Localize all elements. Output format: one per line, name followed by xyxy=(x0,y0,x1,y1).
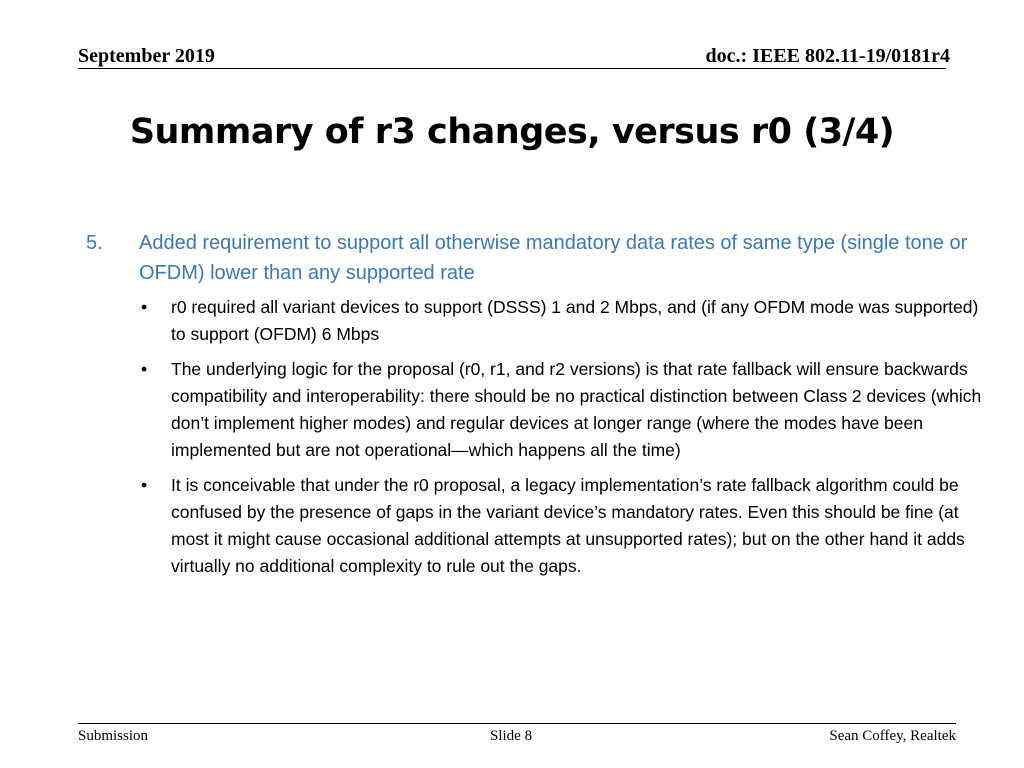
item-number: 5. xyxy=(86,232,103,254)
bullet-icon: • xyxy=(141,359,148,379)
header-divider xyxy=(78,68,946,69)
footer-author: Sean Coffey, Realtek xyxy=(829,728,956,744)
bullet-item xyxy=(139,356,986,464)
bullet-text: r0 required all variant devices to support (DSSS) 1 and 2 Mbps, and (if any OFDM mode was supported) to support (OFDM) 6 Mbps xyxy=(171,297,979,344)
bullet-item xyxy=(139,294,986,348)
footer-divider xyxy=(78,723,956,724)
bullet-item xyxy=(139,472,986,580)
footer-slide-number: Slide 8 xyxy=(490,728,533,744)
slide-title: Summary of r3 changes, versus r0 (3/4) xyxy=(129,112,895,152)
bullet-text: It is conceivable that under the r0 proposal, a legacy implementation’s rate fallback algorithm could be confused by the presence of gaps in the variant device’s mandatory rates. Even this should be fine (at most it might cause occasional additional attempts at unsupported rates); but on the other hand it adds virtually no additional complexity to rule out the gaps. xyxy=(171,475,965,576)
bullet-icon: • xyxy=(141,297,148,317)
bullet-icon: • xyxy=(141,475,148,495)
bullet-list xyxy=(86,294,986,580)
header-date: September 2019 xyxy=(78,45,215,67)
bullet-text: The underlying logic for the proposal (r0, r1, and r2 versions) is that rate fallback will ensure backwards compatibility and interoperability: there should be no practical distinction between Class 2 devices (which don’t implement higher modes) and regular devices at longer range (where the modes have been implemented but are not operational—which happens all the time) xyxy=(171,359,982,460)
item-text: Added requirement to support all otherwise mandatory data rates of same type (single tone or OFDM) lower than any supported rate xyxy=(139,232,968,284)
header-doc-id: doc.: IEEE 802.11-19/0181r4 xyxy=(705,45,950,67)
numbered-item xyxy=(86,228,986,288)
slide-body xyxy=(86,228,986,588)
footer-submission: Submission xyxy=(78,728,149,744)
